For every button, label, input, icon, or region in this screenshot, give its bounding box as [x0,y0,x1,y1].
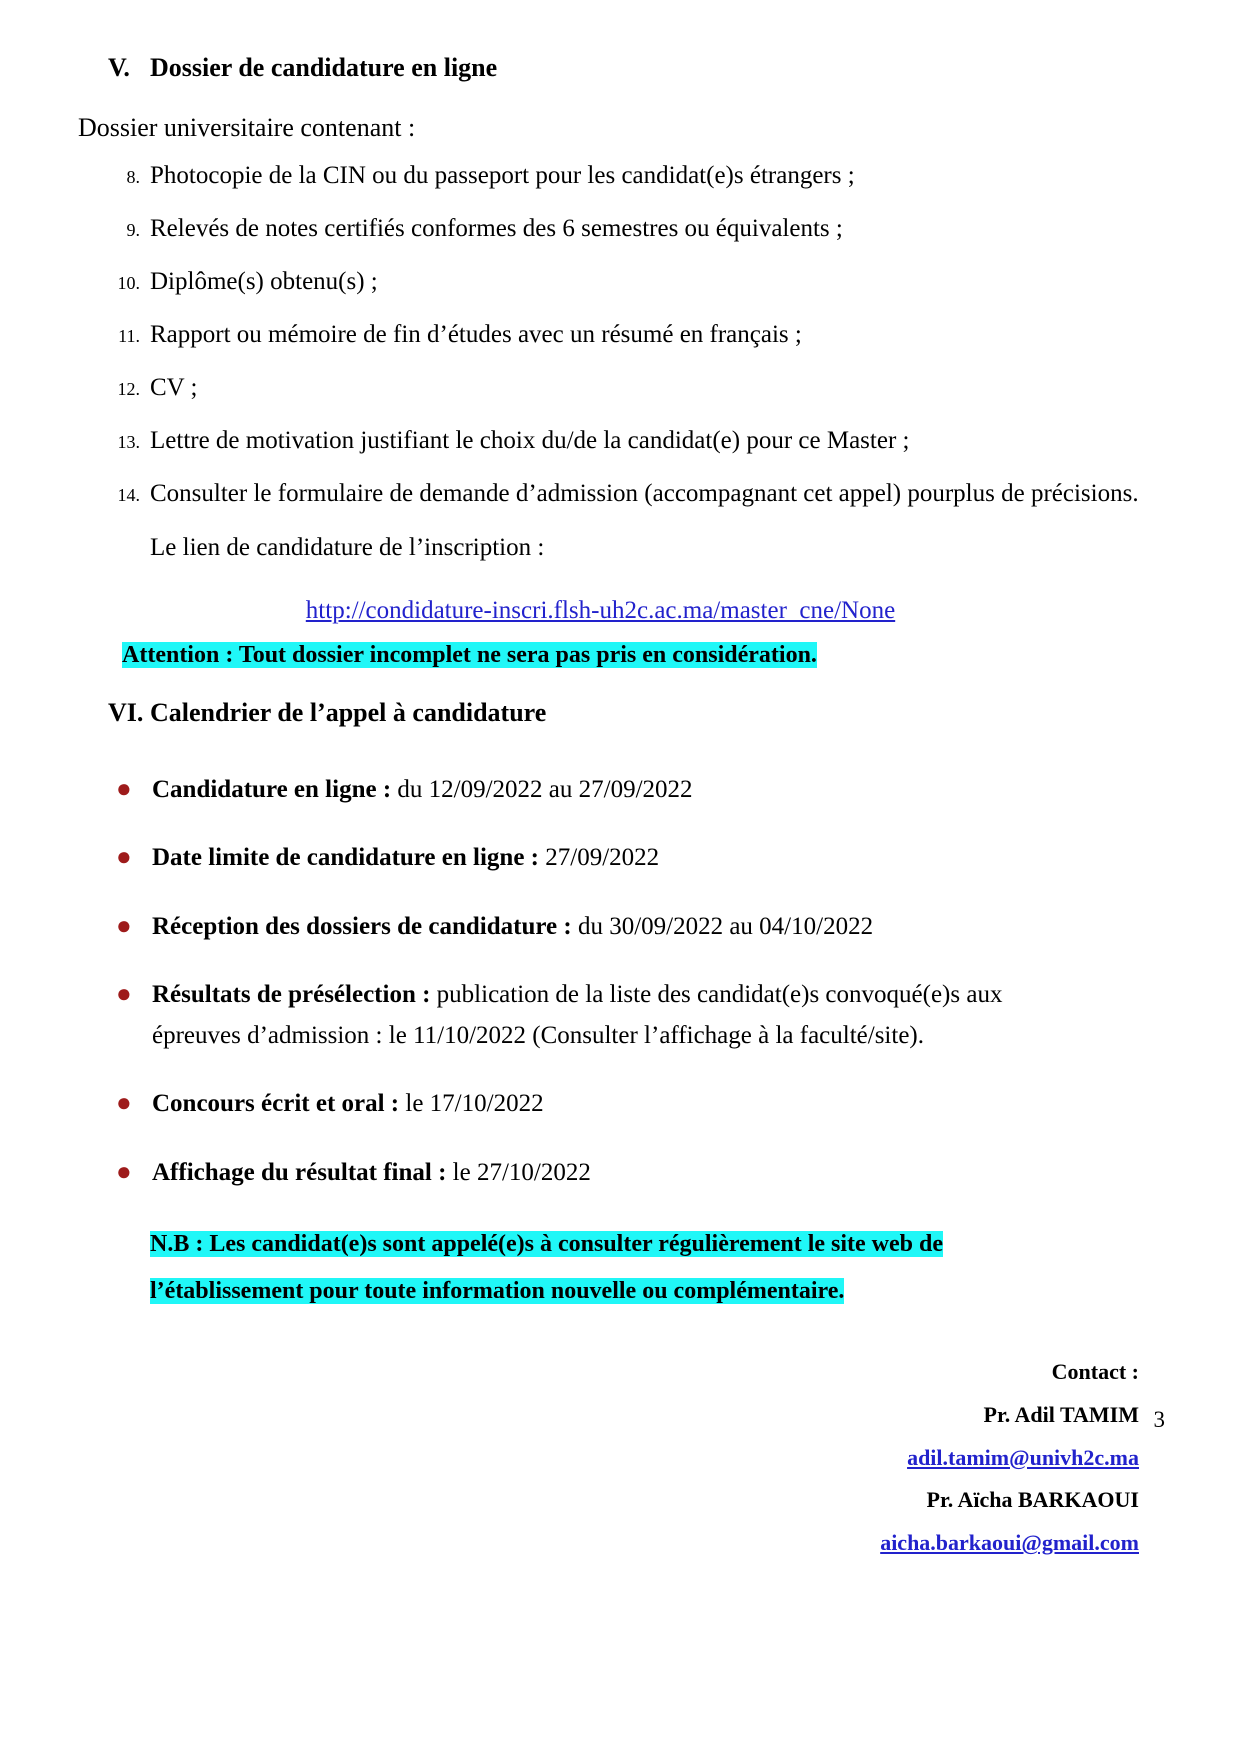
schedule-entry-value: du 12/09/2022 au 27/09/2022 [391,775,693,803]
bullet-point-icon: ● [116,1156,132,1186]
schedule-entry-label: Résultats de présélection : [152,981,431,1009]
list-item [78,319,1163,351]
list-item [78,838,1163,879]
list-item [78,160,1163,192]
schedule-entry-label: Date limite de candidature en ligne : [152,844,539,872]
section-five-title: Dossier de candidature en ligne [150,53,498,82]
list-item [78,266,1163,298]
list-item [78,372,1163,404]
application-link-intro: Le lien de candidature de l’inscription : [150,534,545,562]
schedule-entry [152,1084,1163,1125]
schedule-entry-value: le 17/10/2022 [399,1090,544,1118]
schedule-entry [152,1153,1163,1194]
list-item [78,478,1163,510]
calendar-schedule-list [78,770,1163,1194]
list-item-text: CV ; [150,374,198,402]
list-item-number: 9. [126,220,140,241]
schedule-entry [152,838,1163,879]
list-item-number: 12. [117,379,140,400]
list-item [78,1153,1163,1194]
list-item [78,425,1163,457]
list-item-text: Diplôme(s) obtenu(s) ; [150,268,378,296]
list-item-number: 11. [118,326,140,347]
dossier-lead-paragraph: Dossier universitaire contenant : [78,112,416,142]
list-item-number: 8. [126,167,140,188]
list-item-text: Consulter le formulaire de demande d’admission (accompagnant cet appel) pourplus de précisions. [150,480,1139,508]
list-item [78,1084,1163,1125]
schedule-entry-label: Réception des dossiers de candidature : [152,912,572,940]
bullet-point-icon: ● [116,910,132,940]
section-heading-six [78,671,1163,730]
schedule-entry-value: publication de la liste des candidat(e)s convoqué(e)s aux épreuves d’admission : le 11/10/2022 (Consulter l’affichage à la faculté/site). [152,981,1003,1049]
page-number: 3 [1153,1407,1165,1432]
list-item [78,907,1163,948]
nb-notice [150,1221,1005,1315]
contact-block [78,1351,1163,1565]
schedule-entry [152,975,1163,1056]
schedule-entry-label: Candidature en ligne : [152,775,392,803]
bullet-point-icon: ● [116,842,132,872]
section-six-title: Calendrier de l’appel à candidature [150,698,547,728]
nb-notice-text: N.B : Les candidat(e)s sont appelé(e)s à consulter régulièrement le site web de l’établissement pour toute information nouvelle ou complémentaire. [150,1231,944,1304]
list-item-number: 10. [117,273,140,294]
application-link-row [78,597,1163,625]
list-item-text: Rapport ou mémoire de fin d’études avec un résumé en français ; [150,321,802,349]
contact-person-one: Pr. Adil TAMIM [983,1401,1139,1427]
attention-notice-text: Attention : Tout dossier incomplet ne sera pas pris en considération. [122,641,817,668]
list-item-text: Relevés de notes certifiés conformes des 6 semestres ou équivalents ; [150,215,843,243]
contact-person-two: Pr. Aïcha BARKAOUI [926,1487,1139,1513]
attention-notice [122,639,1163,671]
schedule-entry [152,770,1163,811]
section-heading-five [78,40,1163,85]
list-item-number: 13. [117,432,140,453]
list-item [78,213,1163,245]
contact-email-two-row [78,1522,1139,1565]
bullet-point-icon: ● [116,773,132,803]
schedule-entry-label: Affichage du résultat final : [152,1158,447,1186]
list-item-text: Lettre de motivation justifiant le choix du/de la candidat(e) pour ce Master ; [150,427,910,455]
schedule-entry-value: du 30/09/2022 au 04/10/2022 [571,912,874,940]
contact-heading: Contact : [1051,1358,1139,1384]
schedule-entry-value: 27/09/2022 [539,844,660,872]
list-item-text: Photocopie de la CIN ou du passeport pour les candidat(e)s étrangers ; [150,162,855,190]
contact-email-one[interactable]: adil.tamim@univh2c.ma [907,1444,1139,1470]
schedule-entry-value: le 27/10/2022 [446,1158,591,1186]
dossier-requirements-list [78,160,1163,510]
application-url-link[interactable]: http://condidature-inscri.flsh-uh2c.ac.ma/master_cne/None [305,596,896,624]
section-six-numeral: VI. [108,698,144,728]
contact-email-one-row [78,1437,1139,1480]
schedule-entry [152,907,1163,948]
bullet-point-icon: ● [116,979,132,1009]
schedule-entry-label: Concours écrit et oral : [152,1090,400,1118]
list-item-number: 14. [117,485,140,506]
list-item [78,975,1163,1056]
section-five-numeral: V. [108,53,130,82]
page-content [78,40,1163,1565]
bullet-point-icon: ● [116,1088,132,1118]
list-item [78,770,1163,811]
contact-email-two[interactable]: aicha.barkaoui@gmail.com [880,1530,1139,1556]
